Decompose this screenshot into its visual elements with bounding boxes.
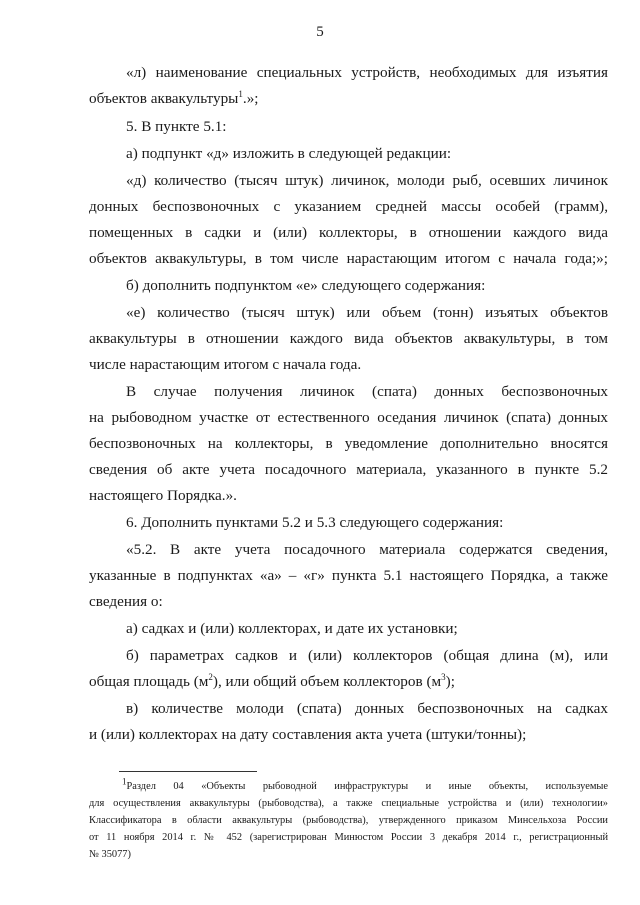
text-line: и (или) коллекторах на дату составления акта учета (штуки/тонны); [89,726,527,743]
footnote-line [122,776,608,793]
text-line: указанные в подпунктах «а» – «г» пункта 5.1 настоящего Порядка, а также [89,567,608,584]
footnote-line: от 11 ноября 2014 г. № 452 (зарегистрирован Минюстом России 3 декабря 2014 г., регистрационный [89,832,608,843]
text-line: настоящего Порядка.». [89,487,237,504]
text-line: «д) количество (тысяч штук) личинок, молоди рыб, осевших личинок [126,172,608,189]
text-line: на рыбоводном участке от естественного оседания личинок (спата) донных [89,409,608,426]
text-line: помещенных в садки и (или) коллекторы, в отношении каждого вида [89,224,608,241]
text-fragment: общая площадь (м [89,673,209,690]
text-line: «5.2. В акте учета посадочного материала содержатся сведения, [126,541,608,558]
text-line: донных беспозвоночных с указанием средней массы особей (грамм), [89,198,608,215]
text-line: «л) наименование специальных устройств, необходимых для изъятия [126,64,608,81]
text-fragment: ); [445,673,455,690]
text-fragment: .»; [242,90,259,107]
text-line [89,90,259,108]
footnote-line: № 35077) [89,849,131,860]
text-line [89,673,455,691]
text-line: беспозвоночных на коллекторы, в уведомление дополнительно вносятся [89,435,608,452]
text-line: числе нарастающим итогом с начала года. [89,356,362,373]
text-line: в) количестве молоди (спата) донных беспозвоночных на садках [126,700,608,717]
text-line: 5. В пункте 5.1: [126,118,227,135]
text-line: сведения об акте учета посадочного материала, указанного в пункте 5.2 [89,461,608,478]
text-line: б) дополнить подпунктом «е» следующего содержания: [126,277,486,294]
text-line: б) параметрах садков и (или) коллекторов (общая длина (м), или [126,647,608,664]
text-line: «е) количество (тысяч штук) или объем (тонн) изъятых объектов [126,304,608,321]
superscript: 2 [208,671,213,682]
footnote-line: Классификатора в области аквакультуры (рыбоводства), утвержденного приказом Минсельхоза России [89,815,608,826]
text-line: объектов аквакультуры, в том числе нарастающим итогом с начала года;»; [89,250,608,267]
footnote-line: для осуществления аквакультуры (рыбоводства), а также специальные устройства и (или) технологии» [89,798,608,809]
text-fragment: объектов аквакультуры [89,90,239,107]
footnote-marker: 1 [122,776,127,787]
text-line: а) подпункт «д» изложить в следующей редакции: [126,145,452,162]
footnote-reference: 1 [238,88,243,99]
text-fragment: ), или общий объем коллекторов (м [212,673,442,690]
superscript: 3 [441,671,446,682]
page-number: 5 [316,24,324,40]
text-line: а) садках и (или) коллекторах, и дате их установки; [126,620,458,637]
text-line: В случае получения личинок (спата) донных беспозвоночных [126,383,608,400]
text-line: 6. Дополнить пунктами 5.2 и 5.3 следующего содержания: [126,514,504,531]
text-line: аквакультуры в отношении каждого вида объектов аквакультуры, в том [89,330,608,347]
footnote-text: Раздел 04 «Объекты рыбоводной инфраструктуры и иные объекты, используемые [126,781,608,792]
footnote-separator [119,771,257,772]
text-line: сведения о: [89,593,163,610]
